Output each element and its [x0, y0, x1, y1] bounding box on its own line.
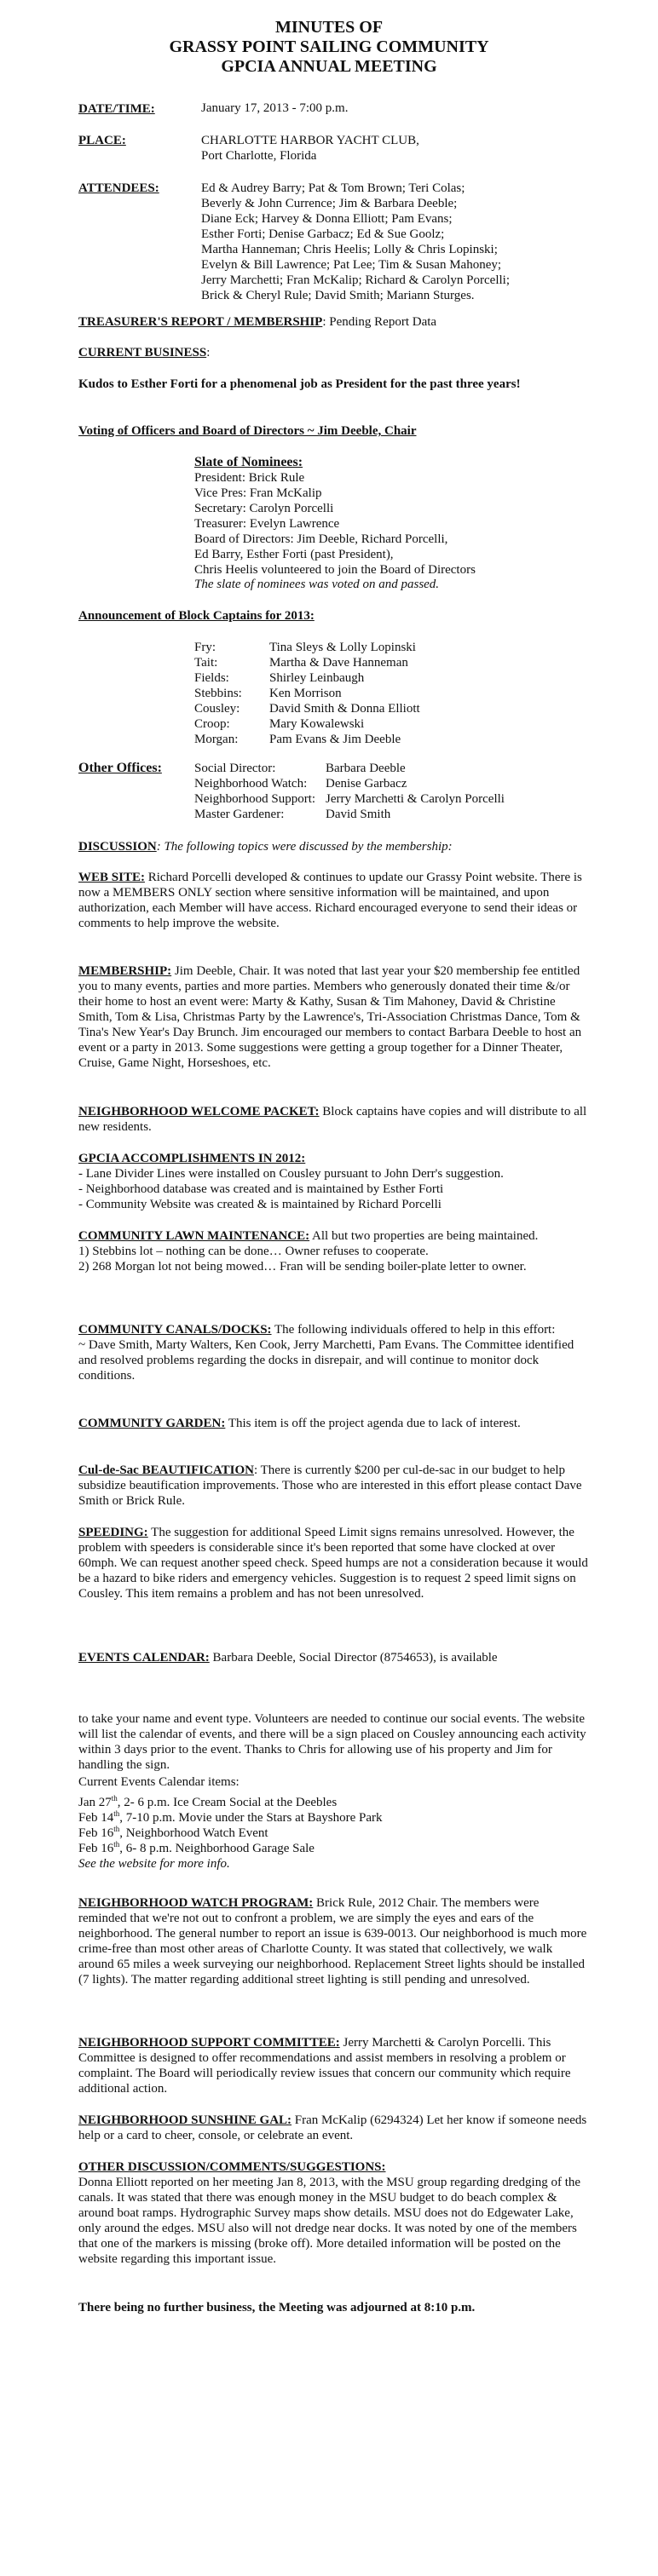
- captain-names: Mary Kowalewski: [269, 717, 365, 731]
- office-title: Social Director:: [194, 762, 276, 775]
- web-site-section: WEB SITE: Richard Porcelli developed & continues to update our Grassy Point website. There is now a MEMBERS ONLY section where sensitive information will be maintained, and upon authorization, each Member will have access. Richard encouraged everyone to send their ideas or comments to help improve the website.: [78, 871, 582, 930]
- nominee-line: President: Brick Rule: [194, 471, 305, 485]
- sunshine-gal-section: NEIGHBORHOOD SUNSHINE GAL: Fran McKalip (6294324) Let her know if someone needs help or a card to cheer, console, or celebrate an event.: [78, 2113, 587, 2142]
- canals-docks-section: COMMUNITY CANALS/DOCKS: The following individuals offered to help in this effort: ~ Dave Smith, Marty Walters, Ken Cook, Jerry Marchetti, Pam Evans. The Committee identified and resolved problems regarding the docks in disrepair, and will continue to monitor dock conditions.: [78, 1323, 574, 1383]
- date-value: January 17, 2013 - 7:00 p.m.: [201, 101, 349, 115]
- nominee-line: Ed Barry, Esther Forti (past President),: [194, 548, 394, 561]
- block-captain-row: [194, 716, 420, 732]
- events-calendar-section: EVENTS CALENDAR: Barbara Deeble, Social Director (8754653), is available: [78, 1651, 498, 1665]
- accomplishment-item: - Neighborhood database was created and is maintained by Esther Forti: [78, 1182, 444, 1196]
- office-title: Neighborhood Support:: [194, 792, 316, 806]
- other-offices-table: [194, 761, 505, 822]
- attendee-line: Jerry Marchetti; Fran McKalip; Richard & Carolyn Porcelli;: [201, 273, 510, 287]
- office-row: [194, 807, 505, 822]
- kudos-text: Kudos to Esther Forti for a phenomenal job as President for the past three years!: [78, 377, 521, 391]
- support-committee-section: NEIGHBORHOOD SUPPORT COMMITTEE: Jerry Marchetti & Carolyn Porcelli. This Committee is designed to offer recommendations and assist members in resolving a problem or complaint. The Board will periodically review issues that concern our community which require additional action.: [78, 2036, 571, 2096]
- captain-street: Tait:: [194, 656, 218, 670]
- office-row: [194, 761, 505, 776]
- cul-de-sac-section: Cul-de-Sac BEAUTIFICATION: There is currently $200 per cul-de-sac in our budget to help subsidize beautification improvements. Those who are interested in this effort please contact Dave Smith or Brick Rule.: [78, 1463, 582, 1508]
- office-row: [194, 776, 505, 791]
- attendee-line: Diane Eck; Harvey & Donna Elliott; Pam Evans;: [201, 212, 453, 226]
- accomplishment-item: - Community Website was created & is maintained by Richard Porcelli: [78, 1198, 442, 1211]
- office-title: Master Gardener:: [194, 808, 285, 821]
- office-title: Neighborhood Watch:: [194, 777, 308, 791]
- office-holder: Barbara Deeble: [326, 762, 406, 775]
- attendee-line: Martha Hanneman; Chris Heelis; Lolly & Chris Lopinski;: [201, 243, 498, 256]
- block-captain-row: [194, 732, 420, 747]
- attendee-line: Ed & Audrey Barry; Pat & Tom Brown; Teri Colas;: [201, 181, 465, 195]
- captain-names: Martha & Dave Hanneman: [269, 656, 408, 670]
- office-holder: Jerry Marchetti & Carolyn Porcelli: [326, 792, 505, 806]
- nominee-line: Chris Heelis volunteered to join the Board of Directors: [194, 563, 476, 577]
- nominee-line: Secretary: Carolyn Porcelli: [194, 502, 334, 515]
- block-captain-row: [194, 701, 420, 716]
- captain-street: Fields:: [194, 671, 229, 685]
- current-business-heading: CURRENT BUSINESS:: [78, 346, 211, 359]
- nominee-line: Treasurer: Evelyn Lawrence: [194, 517, 340, 531]
- community-garden-section: COMMUNITY GARDEN: This item is off the project agenda due to lack of interest.: [78, 1417, 521, 1430]
- speeding-section: SPEEDING: The suggestion for additional Speed Limit signs remains unresolved. However, the problem with speeders is considerable since it's been reported that some have clocked at over 60mph. We can request another speed check. Speed humps are not a consideration because it would be a hazard to bike riders and emergency vehicles. Suggestion is to request 2 speed limit signs on Cousley. This item remains a problem and has not been unresolved.: [78, 1526, 588, 1601]
- title-line-1: MINUTES OF: [274, 18, 384, 37]
- date-label: DATE/TIME:: [78, 102, 155, 116]
- voting-heading: Voting of Officers and Board of Directors ~ Jim Deeble, Chair: [78, 424, 417, 438]
- neighborhood-watch-section: NEIGHBORHOOD WATCH PROGRAM: Brick Rule, 2012 Chair. The members were reminded that we're not out to confront a problem, we are simply the eyes and ears of the neighborhood. The general number to report an issue is 639-0013. Our neighborhood is much more crime-free than most other areas of Charlotte County. It was stated that collectively, we walk around 65 miles a week surveying our neighborhood. Replacement Street lights should be installed (7 lights). The matter regarding additional street lighting is still pending and unresolved.: [78, 1896, 587, 1987]
- attendee-line: Esther Forti; Denise Garbacz; Ed & Sue Goolz;: [201, 227, 445, 241]
- captain-names: Tina Sleys & Lolly Lopinski: [269, 641, 416, 654]
- office-row: [194, 791, 505, 807]
- closing-statement: There being no further business, the Meeting was adjourned at 8:10 p.m.: [78, 2301, 476, 2314]
- captain-street: Stebbins:: [194, 687, 242, 700]
- office-holder: Denise Garbacz: [326, 777, 407, 791]
- membership-section: MEMBERSHIP: Jim Deeble, Chair. It was noted that last year your $20 membership fee entitled you to many events, parties and more parties. Members who generously donated their time &/or their home to host an event were: Marty & Kathy, Susan & Tim Mahoney, David & Christine Smith, Tom & Lisa, Christmas Party by the Lawrence's, Tri-Association Christmas Dance, Tom & Tina's New Year's Day Brunch. Jim encouraged our members to contact Barbara Deeble to host an event or a party in 2013. Some suggestions were getting a group together for a Dinner Theater, Cruise, Game Night, Horseshoes, etc.: [78, 964, 582, 1070]
- office-holder: David Smith: [326, 808, 391, 821]
- place-label: PLACE:: [78, 134, 126, 147]
- other-offices-label: Other Offices:: [78, 761, 162, 775]
- attendee-line: Brick & Cheryl Rule; David Smith; Mariann Sturges.: [201, 289, 475, 302]
- attendees-list: [201, 181, 510, 303]
- captain-street: Croop:: [194, 717, 230, 731]
- attendee-line: Beverly & John Currence; Jim & Barbara Deeble;: [201, 197, 458, 210]
- lawn-maintenance-section: COMMUNITY LAWN MAINTENANCE: All but two properties are being maintained. 1) Stebbins lot – nothing can be done… Owner refuses to cooperate. 2) 268 Morgan lot not being mowed… Fran will be sending boiler-plate letter to owner.: [78, 1229, 539, 1274]
- block-captain-row: [194, 655, 420, 670]
- welcome-packet-section: NEIGHBORHOOD WELCOME PACKET: Block captains have copies and will distribute to all new residents.: [78, 1105, 587, 1134]
- captain-names: Ken Morrison: [269, 687, 342, 700]
- captain-street: Morgan:: [194, 733, 239, 746]
- accomplishments-section: GPCIA ACCOMPLISHMENTS IN 2012: - Lane Divider Lines were installed on Cousley pursuant to John Derr's suggestion. - Neighborhood database was created and is maintained by Esther Forti - Community Website was created & is maintained by Richard Porcelli: [78, 1151, 590, 1212]
- place-value: CHARLOTTE HARBOR YACHT CLUB, Port Charlotte, Florida: [201, 134, 419, 163]
- slate-label: Slate of Nominees:: [194, 455, 303, 469]
- captain-street: Cousley:: [194, 702, 240, 716]
- block-captain-row: [194, 686, 420, 701]
- captain-street: Fry:: [194, 641, 216, 654]
- nominee-line: Board of Directors: Jim Deeble, Richard Porcelli,: [194, 532, 448, 546]
- slate-note: The slate of nominees was voted on and passed.: [194, 578, 440, 591]
- title-line-3: GPCIA ANNUAL MEETING: [221, 57, 437, 76]
- slate-list: [194, 470, 476, 578]
- attendee-line: Evelyn & Bill Lawrence; Pat Lee; Tim & Susan Mahoney;: [201, 258, 502, 272]
- event-item: Feb 16th, 6- 8 p.m. Neighborhood Garage Sale: [78, 1840, 315, 1855]
- accomplishment-item: - Lane Divider Lines were installed on Cousley pursuant to John Derr's suggestion.: [78, 1167, 504, 1181]
- other-discussion-section: OTHER DISCUSSION/COMMENTS/SUGGESTIONS: Donna Elliott reported on her meeting Jan 8, 2013, with the MSU group regarding dredging of the canals. It was stated that there was enough money in the MSU budget to do beach complex & around boat ramps. Hydrographic Survey maps show details. MSU does not do Edgewater Lake, only around the edges. MSU also will not dredge near docks. It was noted by one of the members that one of the markers is missing (broke off). More detailed information will be posted on the website regarding this important issue.: [78, 2160, 581, 2266]
- treasurer-report: TREASURER'S REPORT / MEMBERSHIP: Pending Report Data: [78, 315, 437, 329]
- block-captain-row: [194, 640, 420, 655]
- block-captains-heading: Announcement of Block Captains for 2013:: [78, 609, 315, 623]
- block-captains-table: [194, 640, 420, 747]
- captain-names: Pam Evans & Jim Deeble: [269, 733, 401, 746]
- captain-names: David Smith & Donna Elliott: [269, 702, 420, 716]
- events-details: to take your name and event type. Volunteers are needed to continue our social events. The website will list the calendar of events, and there will be a sign placed on Cousley announcing each activity within 3 days prior to the event. Thanks to Chris for allowing use of his property and Jim for handling the sign. Current Events Calendar items: Jan 27th, 2- 6 p.m. Ice Cream Social at the Deebles Feb 14th, 7-10 p.m. Movie under the Stars at Bayshore Park Feb 16th, Neighborhood Watch Event Feb 16th, 6- 8 p.m. Neighborhood Garage Sale See the website for more info.: [78, 1711, 590, 1872]
- title-line-2: GRASSY POINT SAILING COMMUNITY: [169, 37, 489, 56]
- discussion-heading: DISCUSSION: The following topics were discussed by the membership:: [78, 840, 453, 854]
- event-item: Feb 16th, Neighborhood Watch Event: [78, 1825, 268, 1840]
- attendees-label: ATTENDEES:: [78, 181, 159, 195]
- nominee-line: Vice Pres: Fran McKalip: [194, 486, 322, 500]
- event-item: Feb 14th, 7-10 p.m. Movie under the Stars at Bayshore Park: [78, 1809, 383, 1825]
- event-item: Jan 27th, 2- 6 p.m. Ice Cream Social at the Deebles: [78, 1794, 338, 1809]
- block-captain-row: [194, 670, 420, 686]
- captain-names: Shirley Leinbaugh: [269, 671, 365, 685]
